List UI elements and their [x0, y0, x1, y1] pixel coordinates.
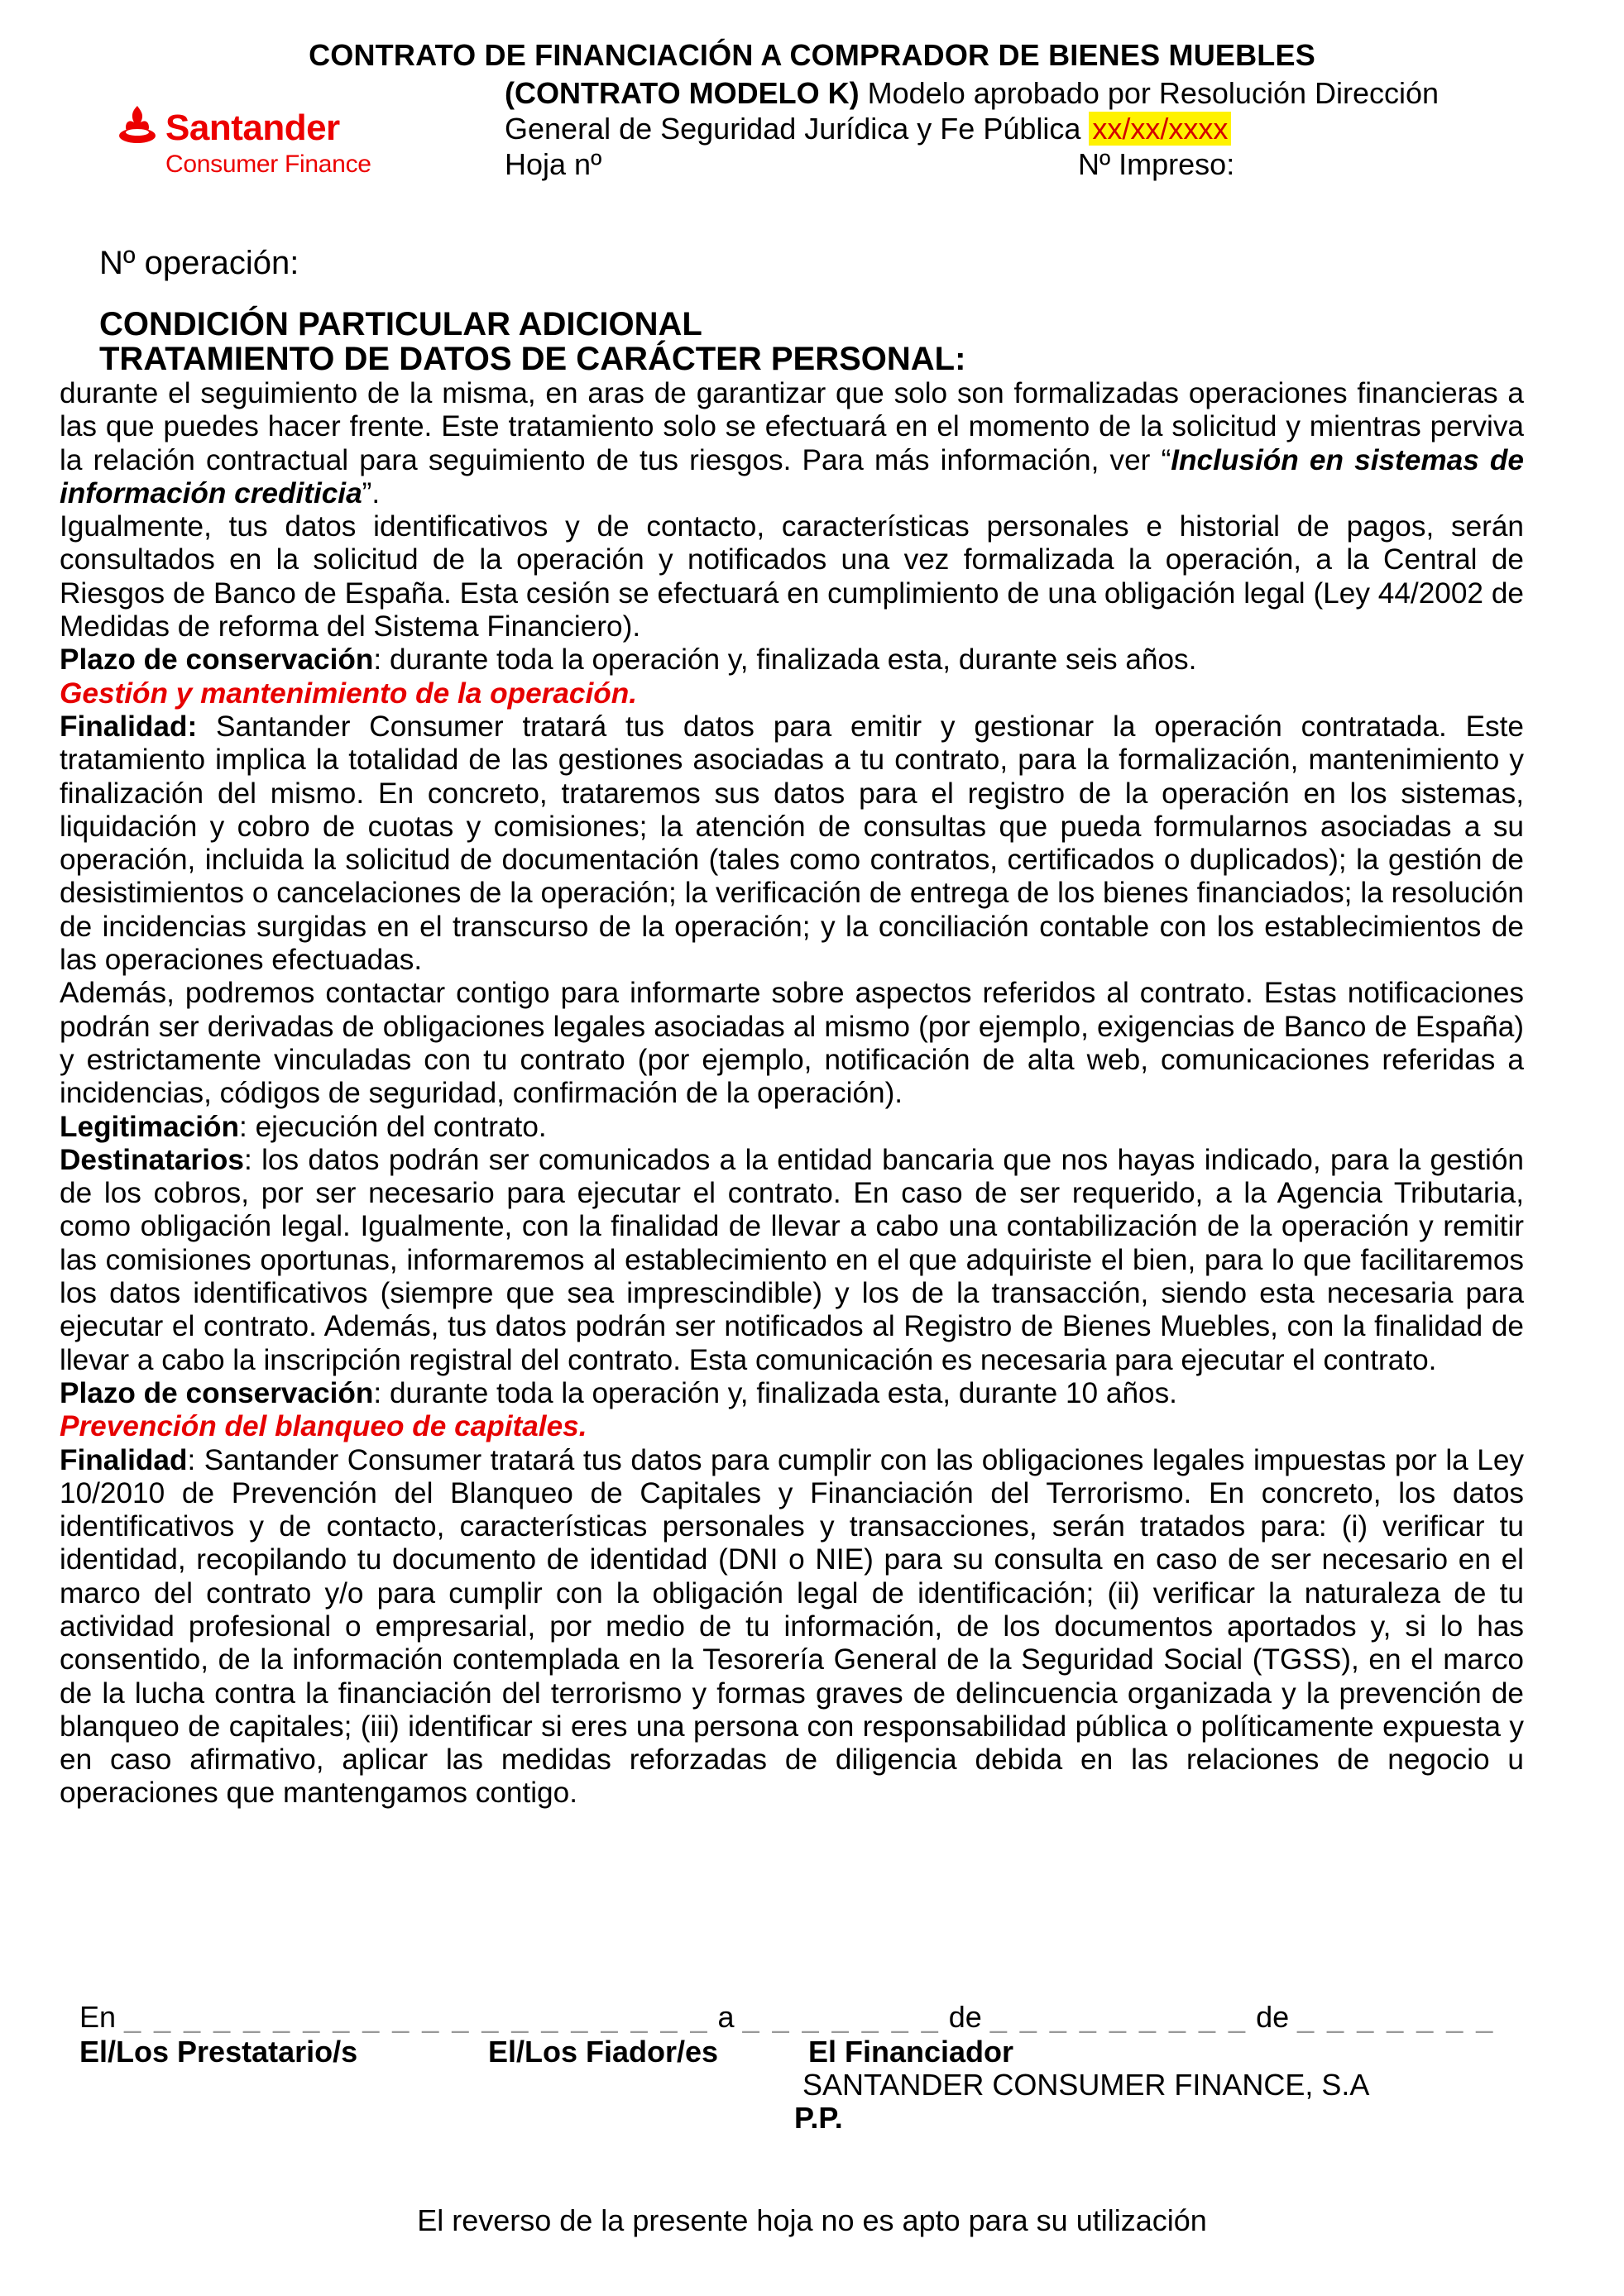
hoja-label: Hoja nº — [505, 147, 602, 181]
paragraph-contact: Además, podremos contactar contigo para informarte sobre aspectos referidos al contrato. Estas notificaciones podrán ser derivadas de obligaciones legales asociadas al mismo (por ejemplo, exigencias de Banco de España) y estrictamente vinculadas con tu contrato (por ejemplo, notificación de alta web, comunicaciones referidas a incidencias, códigos de seguridad, confirmación de la operación). — [60, 977, 1524, 1110]
section-heading-management: Gestión y mantenimiento de la operación. — [60, 677, 638, 710]
document-title: CONTRATO DE FINANCIACIÓN A COMPRADOR DE BIENES MUEBLES — [309, 38, 1315, 72]
resolution-text: General de Seguridad Jurídica y Fe Pública — [505, 112, 1081, 146]
date-placeholder: xx/xx/xxxx — [1089, 112, 1231, 146]
en-label: En — [79, 2000, 117, 2034]
guarantor-signature-label: El/Los Fiador/es — [488, 2035, 719, 2069]
de-label-1: de — [948, 2000, 982, 2034]
operation-number-label: Nº operación: — [99, 245, 299, 281]
paragraph-recipients: Destinatarios: los datos podrán ser comunicados a la entidad bancaria que nos hayas indicado, para la gestión de los cobros, por ser necesario para ejecutar el contrato. En caso de ser requerido, a la Agencia Tributaria, como obligación legal. Igualmente, con la finalidad de llevar a cabo una contabilización de la operación y remitir las comisiones oportunas, informaremos al establecimiento en el que adquiriste el bien, para lo que facilitaremos los datos identificativos (siempre que sea imprescindible) y los de la transacción, siendo esta necesaria para ejecutar el contrato. Además, tus datos podrán ser notificados al Registro de Bienes Muebles, con la finalidad de llevar a cabo la inscripción registral del contrato. Esta comunicación es necesaria para ejecutar el contrato. — [60, 1143, 1524, 1376]
year-blank[interactable]: _ _ _ _ _ _ _ — [1297, 2000, 1496, 2034]
impreso-label: Nº Impreso: — [1078, 147, 1235, 181]
financier-company-name: SANTANDER CONSUMER FINANCE, S.A — [802, 2068, 1370, 2102]
paragraph-purpose-aml: Finalidad: Santander Consumer tratará tus datos para cumplir con las obligaciones legales impuestas por la Ley 10/2010 de Prevención del Blanqueo de Capitales y Financiación del Terrorismo. En concreto, los datos identificativos y de contacto, características personales y transacciones, serán tratados para: (i) verificar tu identidad, recopilando tu documento de identidad (DNI o NIE) para su consulta en caso de ser necesario en el marco del contrato y/o para cumplir con la obligación legal de identificación; (ii) verificar la naturaleza de tu actividad profesional o empresarial, por medio de tu información, de los documentos aportados y, si lo has consentido, de la información contemplada en la Tesorería General de la Seguridad Social (TGSS), en el marco de la lucha contra la financiación del terrorismo y formas graves de delincuencia organizada y la prevención de blanqueo de capitales; (iii) identificar si eres una persona con responsabilidad pública o políticamente expuesta y en caso afirmativo, aplicar las medidas reforzadas de diligencia debida en las relaciones de negocio u operaciones que mantengamos contigo. — [60, 1443, 1524, 1810]
paragraph-legitimation: Legitimación: ejecución del contrato. — [60, 1110, 547, 1143]
paragraph-cirbe: Igualmente, tus datos identificativos y de contacto, características personales e historial de pagos, serán consultados en la solicitud de la operación y notificados una vez formalizada la operación, a la Central de Riesgos de Banco de España. Esta cesión se efectuará en cumplimiento de una obligación legal (Ley 44/2002 de Medidas de reforma del Sistema Financiero). — [60, 510, 1524, 643]
paragraph-credit-check: durante el seguimiento de la misma, en aras de garantizar que solo son formalizadas operaciones financieras a las que puedes hacer frente. Este tratamiento solo se efectuará en el momento de la solicitud y mientras perviva la relación contractual para seguimiento de tus riesgos. Para más información, ver “Inclusión en sistemas de información crediticia”. — [60, 377, 1524, 509]
model-approval-text: Modelo aprobado por Resolución Dirección — [867, 76, 1440, 110]
logo-sub-text: Consumer Finance — [165, 151, 371, 178]
section-heading-aml: Prevención del blanqueo de capitales. — [60, 1410, 587, 1443]
data-treatment-title: TRATAMIENTO DE DATOS DE CARÁCTER PERSONAL: — [99, 341, 966, 377]
credit-info-reference: Inclusión en sistemas de información crediticia — [60, 443, 1524, 509]
footer-note: El reverso de la presente hoja no es apto para su utilización — [417, 2203, 1207, 2237]
model-label: (CONTRATO MODELO K) — [505, 76, 860, 110]
condition-title: CONDICIÓN PARTICULAR ADICIONAL — [99, 306, 702, 342]
header-resolution-line — [505, 112, 1231, 146]
paragraph-purpose-management: Finalidad: Santander Consumer tratará tus datos para emitir y gestionar la operación contratada. Este tratamiento implica la totalidad de las gestiones asociadas a tu contrato, para la formalización, mantenimiento y finalización del mismo. En concreto, trataremos sus datos para el registro de la operación en los sistemas, liquidación y cobro de cuotas y comisiones; la atención de consultas que pueda formularnos asociadas a su operación, incluida la solicitud de documentación (tales como contratos, certificados o duplicados); la gestión de desistimientos o cancelaciones de la operación; la verificación de entrega de los bienes financiados; la resolución de incidencias surgidas en el transcurso de la operación; y la conciliación contable con los establecimientos de las operaciones efectuadas. — [60, 710, 1524, 977]
santander-logo — [116, 103, 389, 185]
logo-brand-text: Santander — [165, 108, 340, 148]
month-blank[interactable]: _ _ _ _ _ _ _ _ _ — [989, 2000, 1248, 2034]
condition-heading — [99, 307, 965, 376]
paragraph-retention-2: Plazo de conservación: durante toda la operación y, finalizada esta, durante 10 años. — [60, 1376, 1177, 1409]
de-label-2: de — [1256, 2000, 1290, 2034]
a-label: a — [717, 2000, 735, 2034]
day-blank[interactable]: _ _ _ _ _ _ _ — [742, 2000, 941, 2034]
borrower-signature-label: El/Los Prestatario/s — [79, 2035, 358, 2069]
signature-place-date-line — [79, 2000, 1495, 2035]
header-model-line — [505, 76, 1439, 111]
per-procuration-label: P.P. — [794, 2101, 843, 2135]
place-blank[interactable]: _ _ _ _ _ _ _ _ _ _ _ _ _ _ _ _ _ _ _ _ — [124, 2000, 710, 2034]
contract-body — [60, 377, 1524, 1810]
financier-signature-label: El Financiador — [808, 2035, 1014, 2069]
paragraph-retention-1: Plazo de conservación: durante toda la operación y, finalizada esta, durante seis años. — [60, 643, 1197, 677]
santander-flame-icon — [116, 104, 159, 147]
